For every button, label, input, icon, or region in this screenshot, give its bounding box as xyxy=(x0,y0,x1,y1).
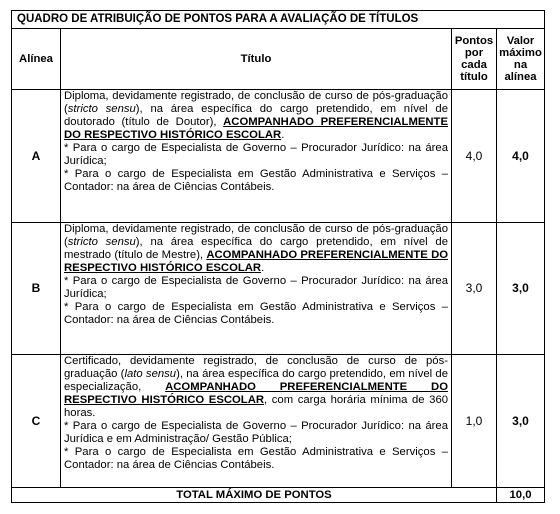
header-alinea: Alínea xyxy=(12,29,61,90)
header-row xyxy=(12,29,545,90)
table-row xyxy=(12,223,545,355)
note-text: * Para o cargo de Especialista em Gestão Administrativa e Serviços – Contador: na área de Ciências Contábeis. xyxy=(64,168,448,193)
alinea-cell: C xyxy=(12,355,61,488)
note-text: * Para o cargo de Especialista de Governo – Procurador Jurídico: na área Jurídica; xyxy=(64,142,448,167)
points-cell: 4,0 xyxy=(452,90,497,223)
max-value-cell: 3,0 xyxy=(497,223,545,355)
points-table xyxy=(11,10,545,503)
description-cell xyxy=(61,223,452,355)
note-text: * Para o cargo de Especialista de Governo – Procurador Jurídico: na área Jurídica; xyxy=(64,275,448,300)
description-text: Certificado, devidamente registrado, de conclusão de curso de pós-graduação (lato sensu), na área específica do cargo pretendido, em nível de especialização, ACOMPANHADO PREFERENCIALMENTE DO RESPECTIVO HISTÓRICO ESCOLAR, com carga horária mínima de 360 horas. xyxy=(64,355,449,419)
table-title: QUADRO DE ATRIBUIÇÃO DE PONTOS PARA A AVALIAÇÃO DE TÍTULOS xyxy=(12,11,545,29)
note-text: * Para o cargo de Especialista em Gestão Administrativa e Serviços – Contador: na área de Ciências Contábeis. xyxy=(64,446,448,471)
alinea-cell: A xyxy=(12,90,61,223)
max-value-cell: 4,0 xyxy=(497,90,545,223)
emphasis-text: ACOMPANHADO PREFERENCIALMENTE DO RESPECTIVO HISTÓRICO ESCOLAR xyxy=(64,381,448,406)
points-cell: 3,0 xyxy=(452,223,497,355)
table-row xyxy=(12,355,545,488)
total-value: 10,0 xyxy=(497,488,545,503)
alinea-cell: B xyxy=(12,223,61,355)
emphasis-text: ACOMPANHADO PREFERENCIALMENTE DO RESPECTIVO HISTÓRICO ESCOLAR xyxy=(64,249,449,274)
emphasis-text: ACOMPANHADO PREFERENCIALMENTE DO RESPECTIVO HISTÓRICO ESCOLAR xyxy=(64,116,448,141)
note-text: * Para o cargo de Especialista de Governo – Procurador Jurídico: na área Jurídica e em Administração/ Gestão Pública; xyxy=(64,420,448,445)
table-title-row xyxy=(12,11,545,29)
points-cell: 1,0 xyxy=(452,355,497,488)
description-cell xyxy=(61,355,452,488)
max-value-cell: 3,0 xyxy=(497,355,545,488)
header-pontos: Pontos por cada título xyxy=(452,29,497,90)
table-row xyxy=(12,90,545,223)
total-label: TOTAL MÁXIMO DE PONTOS xyxy=(12,488,497,503)
description-text: Diploma, devidamente registrado, de conclusão de curso de pós-graduação (stricto sensu), na área específica do cargo pretendido, em nível de mestrado (título de Mestre), ACOMPANHADO PREFERENCIALMENTE DO RESPECTIVO HISTÓRICO ESCOLAR. xyxy=(64,223,449,274)
description-cell xyxy=(61,90,452,223)
note-text: * Para o cargo de Especialista em Gestão Administrativa e Serviços – Contador: na área de Ciências Contábeis. xyxy=(64,301,448,326)
description-text: Diploma, devidamente registrado, de conclusão de curso de pós-graduação (stricto sensu), na área específica do cargo pretendido, em nível de doutorado (título de Doutor), ACOMPANHADO PREFERENCIALMENTE DO RESPECTIVO HISTÓRICO ESCOLAR. xyxy=(64,90,448,141)
header-titulo: Título xyxy=(61,29,452,90)
header-valor: Valor máximo na alínea xyxy=(497,29,545,90)
total-row xyxy=(12,488,545,503)
